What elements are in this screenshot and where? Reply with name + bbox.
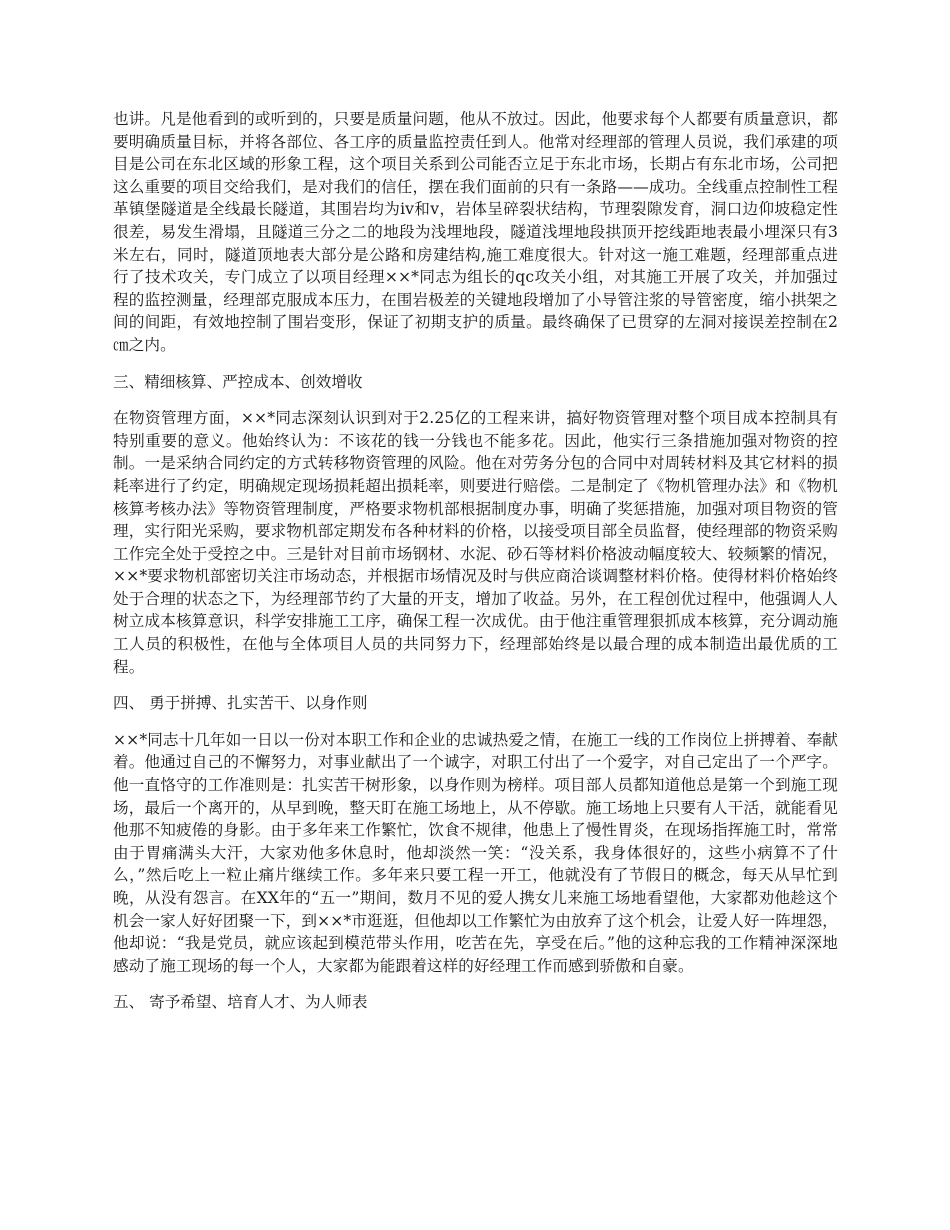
- document-page: [113, 108, 838, 1028]
- section-heading-4: 四、 勇于拼搏、扎实苦干、以身作则: [113, 694, 368, 713]
- section-heading-3: 三、精细核算、严控成本、创效增收: [113, 372, 363, 391]
- section-heading-5: 五、 寄予希望、培育人才、为人师表: [113, 993, 368, 1012]
- paragraph-quality: 也讲。凡是他看到的或听到的，只要是质量问题，他从不放过。因此，他要求每个人都要有质量意识，都要明确质量目标，并将各部位、各工序的质量监控责任到人。他常对经理部的管理人员说，我们承建的项目是公司在东北区域的形象工程，这个项目关系到公司能否立足于东北市场，长期占有东北市场，公司把这么重要的项目交给我们，是对我们的信任，摆在我们面前的只有一条路——成功。全线重点控制性工程革镇堡隧道是全线最长隧道，其围岩均为ⅳ和ⅴ，岩体呈碎裂状结构，节理裂隙发育，洞口边仰坡稳定性很差，易发生滑塌，且隧道三分之二的地段为浅埋地段，隧道浅埋地段拱顶开挖线距地表最小埋深只有3米左右，同时，隧道顶地表大部分是公路和房建结构,施工难度很大。针对这一施工难题，经理部重点进行了技术攻关，专门成立了以项目经理××*同志为组长的qc攻关小组，对其施工开展了攻关，并加强过程的监控测量，经理部克服成本压力，在围岩极差的关键地段增加了小导管注浆的导管密度，缩小拱架之间的间距，有效地控制了围岩变形，保证了初期支护的质量。最终确保了已贯穿的左洞对接误差控制在2㎝之内。: [113, 110, 838, 354]
- paragraph-dedication: ××*同志十几年如一日以一份对本职工作和企业的忠诚热爱之情，在施工一线的工作岗位上拼搏着、奉献着。他通过自己的不懈努力，对事业献出了一个诚字，对职工付出了一个爱字，对自己定出了一个严字。他一直恪守的工作准则是：扎实苦干树形象，以身作则为榜样。项目部人员都知道他总是第一个到施工现场，最后一个离开的，从早到晚，整天盯在施工场地上，从不停歇。施工场地上只要有人干活，就能看见他那不知疲倦的身影。由于多年来工作繁忙，饮食不规律，他患上了慢性胃炎，在现场指挥施工时，常常由于胃痛满头大汗，大家劝他多休息时，他却淡然一笑：“没关系，我身体很好的，这些小病算不了什么，”然后吃上一粒止痛片继续工作。多年来只要工程一开工，他就没有了节假日的概念，每天从早忙到晚，从没有怨言。在XX年的“五一”期间，数月不见的爱人携女儿来施工场地看望他，大家都劝他趁这个机会一家人好好团聚一下，到××*市逛逛，但他却以工作繁忙为由放弃了这个机会，让爱人好一阵埋怨，他却说：“我是党员，就应该起到模范带头作用，吃苦在先，享受在后。”他的这种忘我的工作精神深深地感动了施工现场的每一个人，大家都为能跟着这样的好经理工作而感到骄傲和自豪。: [113, 730, 838, 975]
- paragraph-cost-control: 在物资管理方面，××*同志深刻认识到对于2.25亿的工程来讲，搞好物资管理对整个项目成本控制具有特别重要的意义。他始终认为：不该花的钱一分钱也不能多花。因此，他实行三条措施加强对物资的控制。一是采纳合同约定的方式转移物资管理的风险。他在对劳务分包的合同中对周转材料及其它材料的损耗率进行了约定，明确规定现场损耗超出损耗率，则要进行赔偿。二是制定了《物机管理办法》和《物机核算考核办法》等物资管理制度，严格要求物机部根据制度办事，明确了奖惩措施，加强对项目物资的管理，实行阳光采购，要求物机部定期发布各种材料的价格，以接受项目部全员监督，使经理部的物资采购工作完全处于受控之中。三是针对目前市场钢材、水泥、砂石等材料价格波动幅度较大、较频繁的情况，××*要求物机部密切关注市场动态，并根据市场情况及时与供应商洽谈调整材料价格。使得材料价格始终处于合理的状态之下，为经理部节约了大量的开支，增加了收益。另外，在工程创优过程中，他强调人人树立成本核算意识，科学安排施工工序，确保工程一次成优。由于他注重管理狠抓成本核算，充分调动施工人员的积极性，在他与全体项目人员的共同努力下，经理部始终是以最合理的成本制造出最优质的工程。: [113, 409, 838, 676]
